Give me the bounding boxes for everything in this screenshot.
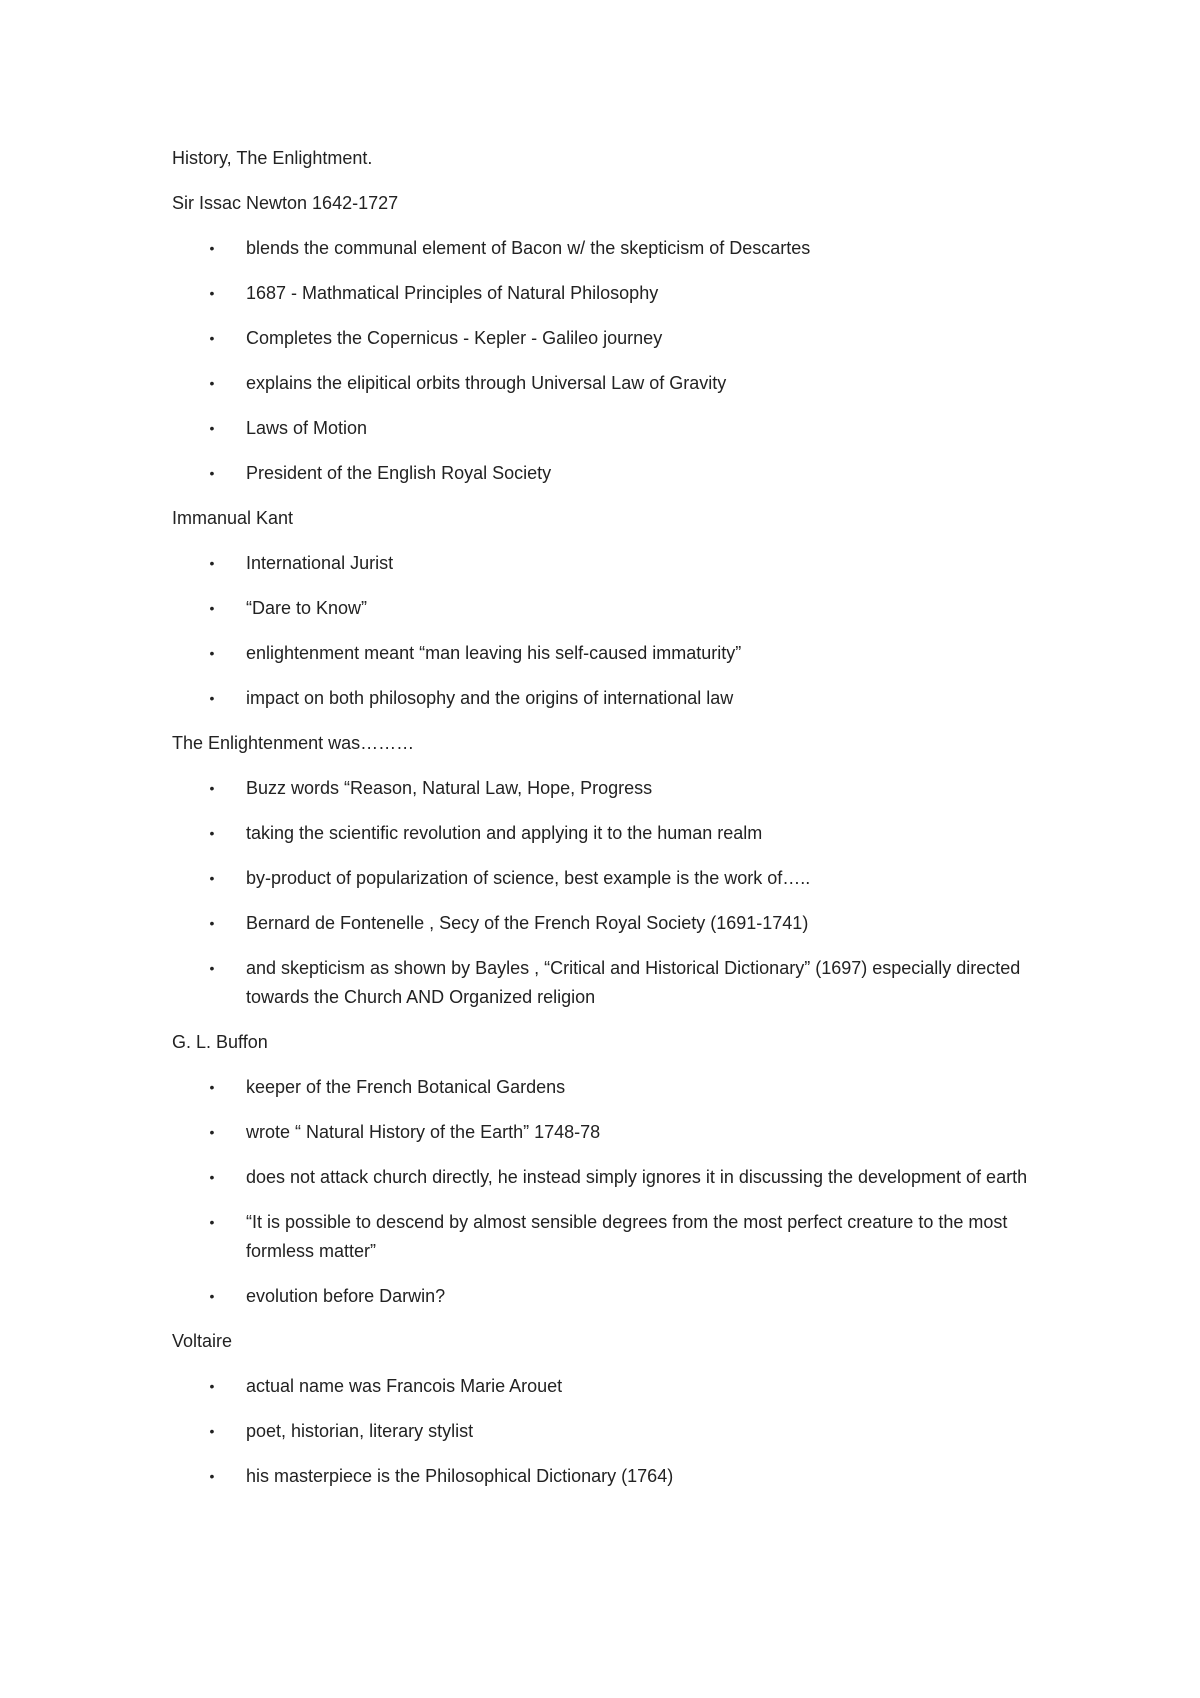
section-heading: Sir Issac Newton 1642-1727 — [172, 193, 399, 213]
list-item — [172, 1282, 1052, 1311]
document-title: History, The Enlightment. — [172, 148, 373, 168]
list-item-text: taking the scientific revolution and applying it to the human realm — [246, 823, 763, 843]
list-item — [172, 549, 1052, 578]
list-item-text: Bernard de Fontenelle , Secy of the French Royal Society (1691-1741) — [246, 913, 809, 933]
list-item-text: Laws of Motion — [246, 418, 368, 438]
bullet-icon: • — [209, 600, 215, 616]
bullet-icon: • — [209, 1079, 215, 1095]
section-heading: G. L. Buffon — [172, 1032, 268, 1052]
list-item — [172, 1462, 1052, 1491]
section-heading: Voltaire — [172, 1331, 233, 1351]
list-item-text: poet, historian, literary stylist — [246, 1421, 474, 1441]
list-item — [172, 639, 1052, 668]
list-item-text: 1687 - Mathmatical Principles of Natural Philosophy — [246, 283, 659, 303]
list-item — [172, 459, 1052, 488]
bullet-list — [172, 234, 1052, 488]
list-item-text: blends the communal element of Bacon w/ the skepticism of Descartes — [246, 238, 811, 258]
bullet-list — [172, 1372, 1052, 1491]
list-item-text: Buzz words “Reason, Natural Law, Hope, Progress — [246, 778, 653, 798]
list-item — [172, 1163, 1052, 1192]
list-item — [172, 234, 1052, 263]
bullet-icon: • — [209, 1169, 215, 1185]
list-item — [172, 684, 1052, 713]
list-item — [172, 1073, 1052, 1102]
bullet-icon: • — [209, 960, 215, 976]
section-heading: The Enlightenment was……… — [172, 733, 415, 753]
bullet-icon: • — [209, 780, 215, 796]
bullet-icon: • — [209, 1288, 215, 1304]
list-item — [172, 954, 1052, 1012]
list-item-text: President of the English Royal Society — [246, 463, 552, 483]
list-item-text: Completes the Copernicus - Kepler - Galileo journey — [246, 328, 663, 348]
list-item-text: International Jurist — [246, 553, 394, 573]
list-item-text: evolution before Darwin? — [246, 1286, 446, 1306]
list-item-text: by-product of popularization of science, best example is the work of….. — [246, 868, 811, 888]
list-item — [172, 819, 1052, 848]
bullet-icon: • — [209, 1214, 215, 1230]
bullet-icon: • — [209, 375, 215, 391]
list-item-text: explains the elipitical orbits through Universal Law of Gravity — [246, 373, 727, 393]
bullet-icon: • — [209, 825, 215, 841]
list-item — [172, 369, 1052, 398]
list-item — [172, 324, 1052, 353]
bullet-icon: • — [209, 645, 215, 661]
list-item-text: impact on both philosophy and the origins of international law — [246, 688, 734, 708]
list-item — [172, 774, 1052, 803]
bullet-icon: • — [209, 1378, 215, 1394]
bullet-icon: • — [209, 330, 215, 346]
bullet-list — [172, 1073, 1052, 1311]
list-item — [172, 279, 1052, 308]
list-item-text: his masterpiece is the Philosophical Dictionary (1764) — [246, 1466, 674, 1486]
list-item — [172, 864, 1052, 893]
bullet-icon: • — [209, 555, 215, 571]
bullet-icon: • — [209, 1468, 215, 1484]
list-item — [172, 1372, 1052, 1401]
bullet-icon: • — [209, 1423, 215, 1439]
bullet-list — [172, 549, 1052, 713]
bullet-icon: • — [209, 1124, 215, 1140]
list-item — [172, 1118, 1052, 1147]
bullet-icon: • — [209, 465, 215, 481]
list-item — [172, 1208, 1052, 1266]
list-item-text: keeper of the French Botanical Gardens — [246, 1077, 566, 1097]
list-item — [172, 909, 1052, 938]
bullet-icon: • — [209, 240, 215, 256]
list-item-text: and skepticism as shown by Bayles , “Critical and Historical Dictionary” (1697) especially directed towards the Church AND Organized religion — [246, 958, 1021, 1007]
list-item-text: actual name was Francois Marie Arouet — [246, 1376, 563, 1396]
bullet-icon: • — [209, 285, 215, 301]
document-content — [172, 144, 1052, 1507]
bullet-icon: • — [209, 420, 215, 436]
bullet-list — [172, 774, 1052, 1012]
list-item-text: enlightenment meant “man leaving his self-caused immaturity” — [246, 643, 742, 663]
list-item-text: “Dare to Know” — [246, 598, 368, 618]
list-item-text: does not attack church directly, he instead simply ignores it in discussing the development of earth — [246, 1167, 1028, 1187]
bullet-icon: • — [209, 870, 215, 886]
list-item — [172, 414, 1052, 443]
list-item — [172, 594, 1052, 623]
bullet-icon: • — [209, 915, 215, 931]
section-heading: Immanual Kant — [172, 508, 294, 528]
list-item — [172, 1417, 1052, 1446]
bullet-icon: • — [209, 690, 215, 706]
list-item-text: “It is possible to descend by almost sensible degrees from the most perfect creature to the most formless matter” — [246, 1212, 1008, 1261]
list-item-text: wrote “ Natural History of the Earth” 1748-78 — [246, 1122, 601, 1142]
